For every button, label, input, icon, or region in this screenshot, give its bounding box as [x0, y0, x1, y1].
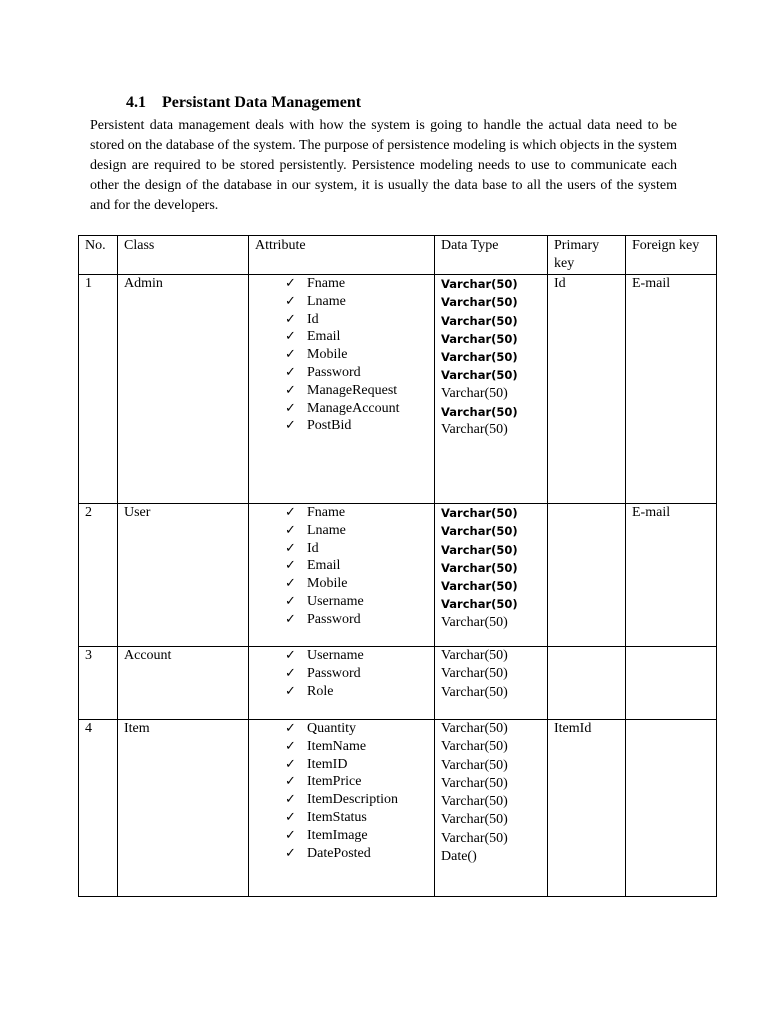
data-type-item: Varchar(50) — [441, 277, 518, 291]
list-item — [285, 827, 428, 845]
section-paragraph: Persistent data management deals with how the system is going to handle the actual data need to be stored on the database of the system. The purpose of persistence modeling is which objects in the system design are required to be stored persistently. Persistence modeling needs to use to communicate each other the design of the database in our system, it is usually the data base to all the users of the system and for the developers. — [90, 118, 677, 213]
data-type-item: Varchar(50) — [441, 597, 518, 612]
attribute-name: ItemDescription — [307, 792, 398, 808]
attribute-name: ManageRequest — [307, 382, 398, 398]
table-row — [79, 720, 717, 897]
cell-attributes — [249, 720, 435, 897]
list-item — [285, 275, 428, 293]
check-icon: ✓ — [285, 665, 296, 681]
check-icon: ✓ — [285, 648, 296, 663]
data-type-item: Varchar(50) — [441, 295, 518, 310]
check-icon: ✓ — [285, 756, 296, 772]
attribute-name: ItemID — [307, 756, 348, 772]
list-item — [285, 791, 428, 809]
attribute-name: Username — [307, 593, 364, 609]
attribute-name: ManageAccount — [307, 400, 400, 416]
check-icon: ✓ — [285, 845, 296, 861]
attribute-name: Quantity — [307, 721, 356, 736]
data-type-item: Varchar(50) — [441, 648, 508, 663]
data-type-item: Date() — [441, 849, 477, 865]
data-type-item: Varchar(50) — [441, 614, 508, 630]
list-item — [285, 738, 428, 756]
cell-foreign-key — [626, 720, 717, 897]
data-type-item: Varchar(50) — [441, 368, 518, 383]
check-icon: ✓ — [285, 418, 296, 434]
data-type-item: Varchar(50) — [441, 405, 518, 420]
header-attribute: Attribute — [249, 236, 435, 275]
check-icon: ✓ — [285, 738, 296, 754]
data-type-list — [441, 647, 541, 702]
cell-class: User — [118, 504, 249, 647]
check-icon: ✓ — [285, 540, 296, 556]
attribute-name: Role — [307, 683, 334, 699]
data-type-list — [441, 275, 541, 440]
list-item — [285, 557, 428, 575]
list-item — [285, 382, 428, 400]
cell-primary-key — [548, 504, 626, 647]
data-type-item: Varchar(50) — [441, 739, 508, 755]
list-item — [285, 540, 428, 558]
list-item — [285, 364, 428, 382]
data-type-item: Varchar(50) — [441, 385, 508, 401]
attribute-name: Id — [307, 311, 319, 327]
header-class: Class — [118, 236, 249, 275]
list-item — [285, 683, 428, 701]
attribute-name: DatePosted — [307, 845, 371, 861]
attribute-name: Password — [307, 611, 361, 627]
list-item — [285, 593, 428, 611]
cell-primary-key — [548, 647, 626, 720]
list-item — [285, 720, 428, 738]
check-icon: ✓ — [285, 721, 296, 736]
cell-attributes — [249, 275, 435, 504]
cell-attributes — [249, 504, 435, 647]
list-item — [285, 809, 428, 827]
data-type-item: Varchar(50) — [441, 331, 518, 346]
data-type-item: Varchar(50) — [441, 506, 518, 520]
attribute-name: PostBid — [307, 418, 352, 434]
check-icon: ✓ — [285, 311, 296, 327]
list-item — [285, 522, 428, 540]
list-item — [285, 328, 428, 346]
list-item — [285, 845, 428, 863]
data-type-item: Varchar(50) — [441, 542, 518, 557]
check-icon: ✓ — [285, 593, 296, 609]
cell-class: Admin — [118, 275, 249, 504]
section-heading — [126, 94, 361, 112]
cell-no: 2 — [79, 504, 118, 647]
check-icon: ✓ — [285, 774, 296, 790]
list-item — [285, 293, 428, 311]
cell-data-types — [435, 504, 548, 647]
data-type-list — [441, 720, 541, 866]
attribute-name: Mobile — [307, 576, 348, 592]
check-icon: ✓ — [285, 522, 296, 538]
cell-foreign-key: E-mail — [626, 275, 717, 504]
list-item — [285, 504, 428, 522]
cell-class: Account — [118, 647, 249, 720]
check-icon: ✓ — [285, 505, 296, 520]
check-icon: ✓ — [285, 683, 296, 699]
table-row — [79, 504, 717, 647]
table-header-row — [79, 236, 717, 275]
check-icon: ✓ — [285, 827, 296, 843]
check-icon: ✓ — [285, 558, 296, 574]
list-item — [285, 756, 428, 774]
attribute-name: Lname — [307, 293, 346, 309]
cell-primary-key: Id — [548, 275, 626, 504]
cell-attributes — [249, 647, 435, 720]
cell-foreign-key — [626, 647, 717, 720]
attribute-name: Email — [307, 329, 341, 345]
attribute-name: Email — [307, 558, 341, 574]
data-type-item: Varchar(50) — [441, 721, 508, 736]
attribute-name: ItemStatus — [307, 809, 367, 825]
cell-data-types — [435, 720, 548, 897]
data-type-item: Varchar(50) — [441, 560, 518, 575]
check-icon: ✓ — [285, 611, 296, 627]
data-type-item: Varchar(50) — [441, 666, 508, 682]
data-type-item: Varchar(50) — [441, 830, 508, 846]
attribute-list — [255, 720, 428, 862]
cell-no: 4 — [79, 720, 118, 897]
attribute-list — [255, 647, 428, 700]
cell-class: Item — [118, 720, 249, 897]
check-icon: ✓ — [285, 293, 296, 309]
list-item — [285, 665, 428, 683]
data-type-item: Varchar(50) — [441, 684, 508, 700]
attribute-name: Fname — [307, 505, 346, 520]
data-type-item: Varchar(50) — [441, 757, 508, 773]
list-item — [285, 773, 428, 791]
data-type-item: Varchar(50) — [441, 775, 508, 791]
header-no: No. — [79, 236, 118, 275]
data-type-item: Varchar(50) — [441, 812, 508, 828]
header-foreign-key: Foreign key — [626, 236, 717, 275]
attribute-name: Lname — [307, 522, 346, 538]
attribute-name: Mobile — [307, 347, 348, 363]
check-icon: ✓ — [285, 576, 296, 592]
data-type-item: Varchar(50) — [441, 422, 508, 438]
list-item — [285, 647, 428, 665]
cell-data-types — [435, 647, 548, 720]
data-type-item: Varchar(50) — [441, 794, 508, 810]
check-icon: ✓ — [285, 364, 296, 380]
table-row — [79, 275, 717, 504]
attribute-name: ItemPrice — [307, 774, 362, 790]
list-item — [285, 575, 428, 593]
check-icon: ✓ — [285, 400, 296, 416]
cell-data-types — [435, 275, 548, 504]
data-type-item: Varchar(50) — [441, 350, 518, 365]
data-type-item: Varchar(50) — [441, 579, 518, 594]
list-item — [285, 346, 428, 364]
attribute-name: Password — [307, 364, 361, 380]
cell-no: 1 — [79, 275, 118, 504]
attribute-name: ItemImage — [307, 827, 368, 843]
attribute-list — [255, 275, 428, 435]
check-icon: ✓ — [285, 382, 296, 398]
attribute-name: Id — [307, 540, 319, 556]
data-type-item: Varchar(50) — [441, 524, 518, 539]
data-type-item: Varchar(50) — [441, 313, 518, 328]
check-icon: ✓ — [285, 329, 296, 345]
section-number: 4.1 — [126, 94, 146, 111]
attribute-name: Username — [307, 648, 364, 663]
header-primary-key: Primary key — [548, 236, 626, 275]
header-data-type: Data Type — [435, 236, 548, 275]
attribute-name: Fname — [307, 276, 346, 291]
persistence-table — [78, 235, 717, 897]
table-row — [79, 647, 717, 720]
list-item — [285, 400, 428, 418]
list-item — [285, 611, 428, 629]
check-icon: ✓ — [285, 809, 296, 825]
check-icon: ✓ — [285, 347, 296, 363]
check-icon: ✓ — [285, 276, 296, 291]
cell-foreign-key: E-mail — [626, 504, 717, 647]
attribute-name: ItemName — [307, 738, 367, 754]
list-item — [285, 311, 428, 329]
data-type-list — [441, 504, 541, 632]
attribute-list — [255, 504, 428, 629]
cell-primary-key: ItemId — [548, 720, 626, 897]
list-item — [285, 417, 428, 435]
attribute-name: Password — [307, 665, 361, 681]
section-title: Persistant Data Management — [162, 94, 362, 111]
cell-no: 3 — [79, 647, 118, 720]
check-icon: ✓ — [285, 792, 296, 808]
